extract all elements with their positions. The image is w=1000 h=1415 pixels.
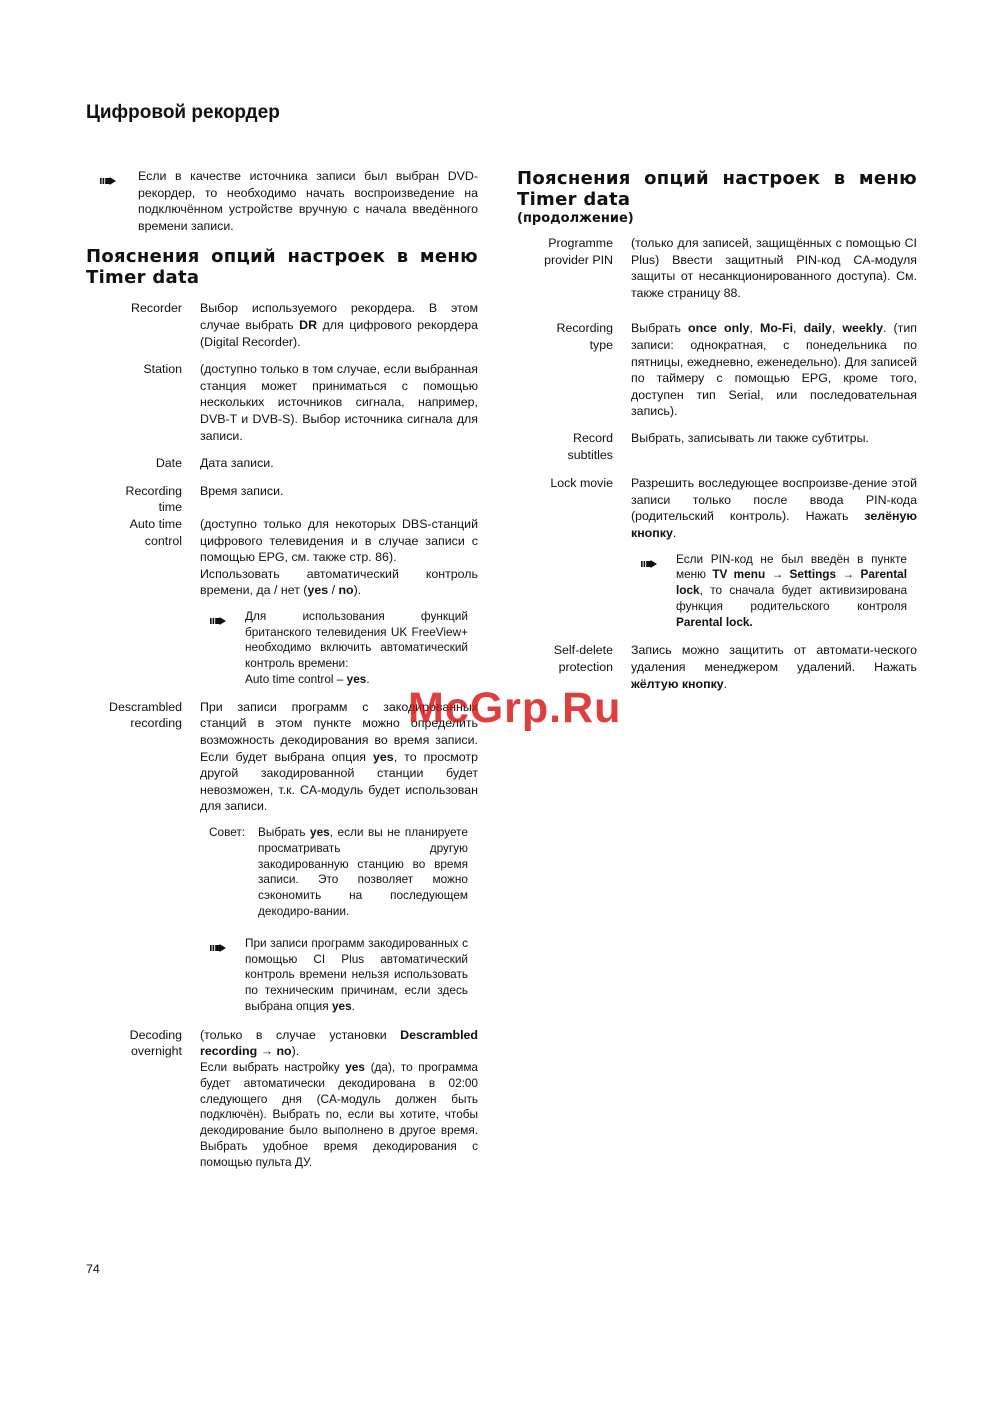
- note: Если PIN-код не был введён в пункте меню TV menu → Settings → Parental lock, то сначала будет активизирована функция родительского контроля Parental lock.: [631, 552, 917, 631]
- entry-label: Date: [155, 456, 182, 471]
- entry-desc: Выбор используемого рекордера. В этом случае выбрать DR для цифрового рекордера (Digital Recorder).: [200, 301, 478, 349]
- entry-desc: Запись можно защитить от автомати-ческого удаления менеджером удалений. Нажать жёлтую кнопку.: [631, 643, 917, 691]
- entry-recording-time: [86, 483, 478, 516]
- watermark: McGrp.Ru: [408, 684, 622, 732]
- entry-label: Record subtitles: [567, 430, 613, 462]
- tip-label: Совет:: [209, 825, 246, 840]
- right-column: [517, 168, 917, 692]
- entry-record-subtitles: [517, 430, 917, 463]
- heading-word: меню: [858, 168, 917, 189]
- entry-recorder: [86, 300, 478, 350]
- intro-note-text: Если в качестве источника записи был выбран DVD-рекордер, то необходимо начать воспроизведение на подключённом устройстве вручную с начала введённого времени записи.: [138, 169, 478, 233]
- entry-label: Descrambled recording: [109, 699, 182, 731]
- heading-word: настроек: [287, 246, 386, 268]
- arrow-note-icon: [86, 168, 126, 234]
- entry-desc: Дата записи.: [200, 456, 274, 471]
- entry-label: Recording type: [556, 321, 613, 352]
- heading-word: Пояснения: [86, 246, 200, 268]
- page-number: 74: [86, 1262, 100, 1276]
- heading-line2: Timer data: [86, 267, 200, 289]
- entry-date: [86, 455, 478, 472]
- heading-word: в: [396, 246, 409, 268]
- heading-line2: Timer data: [517, 189, 631, 210]
- heading-subtitle: (продолжение): [517, 211, 634, 226]
- entry-decoding-overnight: [86, 1027, 478, 1171]
- heading-word: опций: [211, 246, 276, 268]
- left-column: [86, 168, 478, 1171]
- entry-programme-provider-pin: [517, 235, 917, 301]
- arrow-note-icon: [200, 936, 245, 1015]
- entry-desc: Разрешить воследующее воспроизве-дение этой записи только после ввода PIN-кода (родительский контроль). Нажать зелёную кнопку. Если PIN-код не был введён в пункте меню TV menu → Settings → Parental lock, то сначала будет активизирована функция родительского контроля Parental lock.: [631, 476, 917, 629]
- entry-desc: Время записи.: [200, 483, 284, 498]
- entry-desc: Выбрать once only, Mo-Fi, daily, weekly. (тип записи: однократная, с понедельника по пятницы, ежедневно, еженедельно). Для записей по таймеру с помощью EPG, кроме того, доступен тип Serial, или последовательная запись).: [631, 321, 917, 419]
- entry-descrambled-recording: [86, 699, 478, 1015]
- heading-word: настроек: [722, 168, 821, 189]
- entry-label: Lock movie: [550, 476, 613, 491]
- entry-label: Auto time control: [129, 516, 182, 548]
- note: Для использования функций британского телевидения UK FreeView+ необходимо включить автоматический контроль времени: Auto time control – yes.: [200, 609, 478, 688]
- entry-desc: (доступно только в том случае, если выбранная станция может приниматься с помощью нескольких источников сигнала, например, DVB-T и DVB-S). Выбор источника сигнала для записи.: [200, 362, 478, 443]
- entry-desc: Выбрать, записывать ли также субтитры.: [631, 430, 869, 445]
- entry-desc: (доступно только для некоторых DBS-станций цифрового телевидения и в случае записи с помощью EPG, см. также стр. 86). Использовать автоматический контроль времени, да / нет (yes / no). Для использования функций британского телевидения UK FreeView+ необходимо включить автоматический контроль времени: Auto time control – yes.: [200, 516, 478, 687]
- section-heading-continued: [517, 168, 917, 210]
- arrow-note-icon: [631, 552, 676, 631]
- tip: Совет: Выбрать yes, если вы не планируете просматривать другую закодированную станцию во время записи. Это позволяет можно сэкономить на последующем декодиро-вании.: [200, 825, 478, 920]
- heading-word: в: [833, 168, 846, 189]
- section-heading: [86, 246, 478, 288]
- intro-note: [86, 168, 478, 234]
- heading-word: меню: [419, 246, 478, 268]
- page-title: Цифровой рекордер: [86, 102, 280, 123]
- entry-label: Self-delete protection: [553, 643, 613, 675]
- entry-label: Station: [143, 362, 182, 377]
- entry-label: Recording time: [125, 483, 182, 515]
- entry-desc: (только для записей, защищённых с помощью CI Plus) Ввести защитный PIN-код CA-модуля защиты от несанкционированного доступа). См. также страницу 88.: [631, 236, 917, 300]
- entry-desc: (только в случае установки Descrambled recording → no). Если выбрать настройку yes (да), то программа будет автоматически декодирована в 02:00 следующего дня (CA-модуль должен быть подключён). Выбрать no, если вы хотите, чтобы декодирование было выполнено в другое время. Выбрать удобное время декодирования с помощью пульта ДУ.: [200, 1027, 478, 1169]
- heading-word: опций: [644, 168, 709, 189]
- entry-lock-movie: [517, 475, 917, 630]
- heading-word: Пояснения: [517, 168, 631, 189]
- entry-label: Recorder: [131, 301, 182, 316]
- entry-recording-type: [517, 320, 917, 420]
- arrow-note-icon: [200, 609, 245, 688]
- entry-label: Programme provider PIN: [544, 236, 613, 267]
- note: При записи программ закодированных с помощью CI Plus автоматический контроль времени нельзя использовать по техническим причинам, если здесь выбрана опция yes.: [200, 936, 478, 1015]
- entry-station: [86, 361, 478, 444]
- entry-desc: При записи программ с закодированных станций в этом пункте можно определить возможность декодирования во время записи. Если будет выбрана опция yes, то просмотр другой закодированной станции будет невозможен, т.к. CA-модуль будет использован для записи. Совет: Выбрать yes, если вы не планируете просматривать другую закодированную станцию во время записи. Это позволяет можно сэкономить на последующем декодиро-вании. При записи программ закодированных с помощью CI Plus автоматический контроль времени нельзя использовать по техническим причинам, если здесь выбрана опция yes.: [200, 699, 478, 1013]
- entry-label: Decoding overnight: [129, 1027, 182, 1059]
- entry-auto-time-control: [86, 516, 478, 688]
